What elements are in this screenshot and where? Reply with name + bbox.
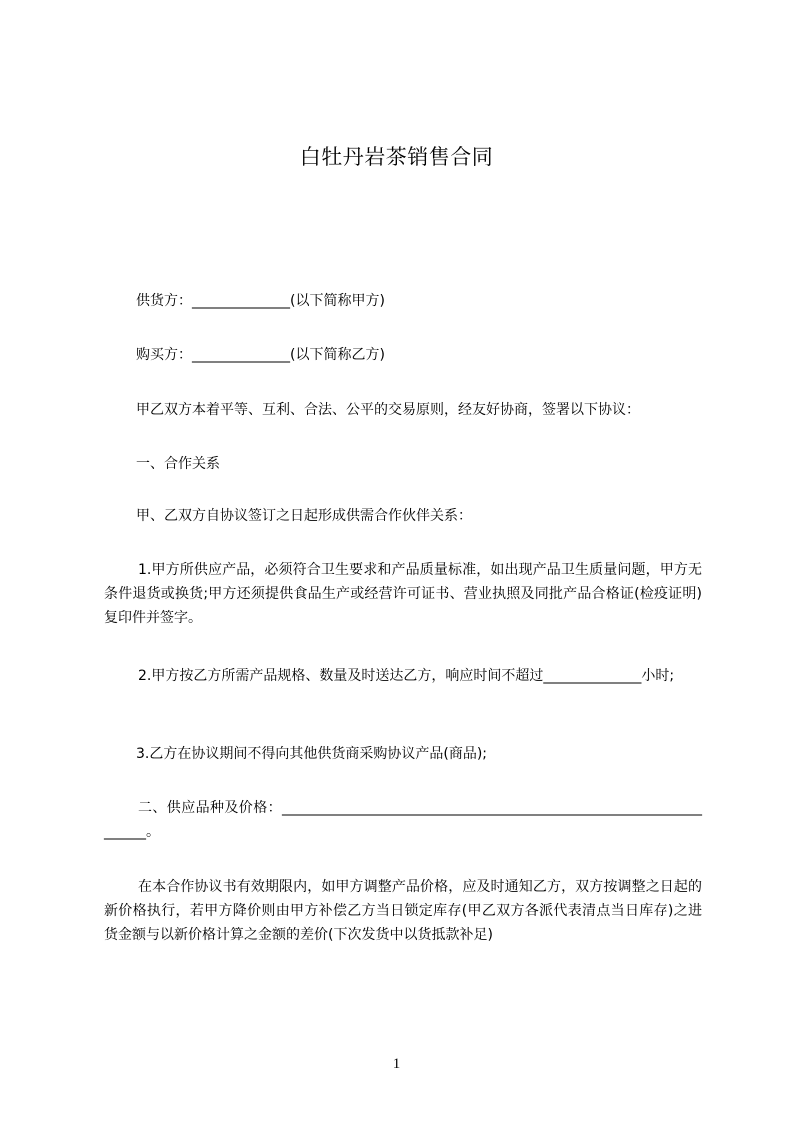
clause-item-2: 2.甲方按乙方所需产品规格、数量及时送达乙方，响应时间不超过______________小时; xyxy=(138,668,675,684)
supplier-line: 供货方：______________(以下简称甲方) xyxy=(136,293,385,309)
intro-paragraph: 甲乙双方本着平等、互利、合法、公平的交易原则，经友好协商，签署以下协议： xyxy=(136,402,640,418)
clause-item-3: 3.乙方在协议期间不得向其他供货商采购协议产品(商品); xyxy=(136,746,487,762)
section-2-supply-price: 二、供应品种及价格：__________________________________________________________________。 xyxy=(104,800,702,840)
document-title: 白牡丹岩茶销售合同 xyxy=(299,145,494,169)
section-1-heading: 一、合作关系 xyxy=(136,456,220,472)
page-number: 1 xyxy=(392,1056,401,1072)
buyer-line: 购买方：______________(以下简称乙方) xyxy=(136,347,385,363)
section-1-text: 甲、乙双方自协议签订之日起形成供需合作伙伴关系： xyxy=(136,508,472,524)
clause-item-1: 1.甲方所供应产品，必须符合卫生要求和产品质量标准，如出现产品卫生质量问题，甲方无条件退货或换货;甲方还须提供食品生产或经营许可证书、营业执照及同批产品合格证(检疫证明)复印件并签字。 xyxy=(104,562,702,626)
price-adjustment-paragraph: 在本合作协议书有效期限内，如甲方调整产品价格，应及时通知乙方，双方按调整之日起的新价格执行，若甲方降价则由甲方补偿乙方当日锁定库存(甲乙双方各派代表清点当日库存)之进货金额与以新价格计算之金额的差价(下次发货中以货抵款补足) xyxy=(104,879,702,943)
